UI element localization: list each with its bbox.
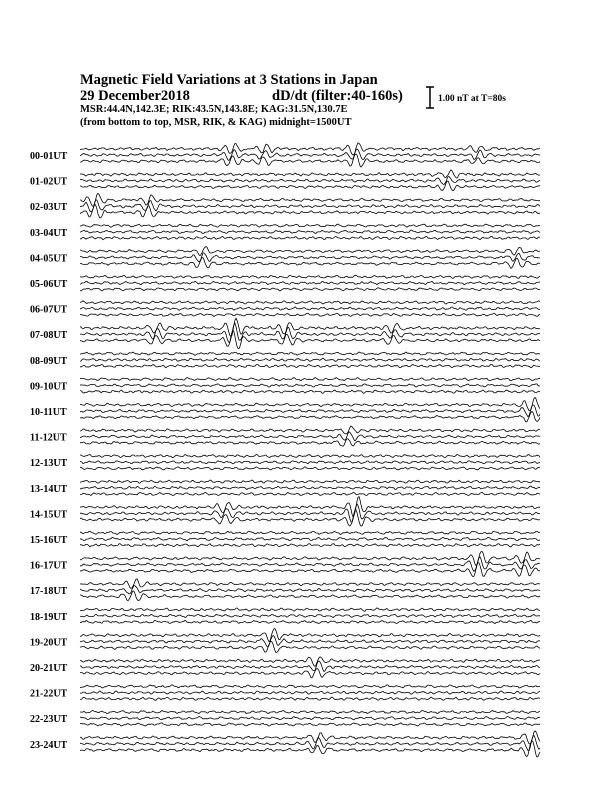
trace-rik <box>80 661 540 671</box>
trace-row <box>30 531 540 547</box>
trace-msr <box>80 731 540 744</box>
trace-kag <box>80 412 540 423</box>
trace-row <box>30 247 540 269</box>
chart-quantity: dD/dt (filter:40-160s) <box>272 88 403 104</box>
trace-msr <box>80 170 540 178</box>
trace-kag <box>80 236 540 239</box>
trace-row <box>30 224 540 240</box>
trace-rik <box>80 281 540 284</box>
trace-msr <box>80 531 540 534</box>
trace-row <box>30 579 540 601</box>
trace-row <box>30 378 540 394</box>
trace-rik <box>80 537 540 540</box>
trace-row <box>30 552 540 577</box>
row-time-label: 15-16UT <box>30 535 68 546</box>
trace-msr <box>80 426 540 434</box>
trace-row <box>30 193 540 218</box>
trace-msr <box>80 275 540 278</box>
row-time-label: 05-06UT <box>30 279 68 290</box>
trace-rik <box>80 405 540 417</box>
trace-row <box>30 608 540 624</box>
trace-rik <box>80 614 540 617</box>
trace-row <box>30 454 540 470</box>
trace-msr <box>80 224 540 227</box>
trace-row <box>30 275 540 291</box>
trace-msr <box>80 247 540 256</box>
row-time-label: 02-03UT <box>30 202 68 214</box>
trace-rik <box>80 253 540 262</box>
row-time-label: 18-19UT <box>30 611 68 623</box>
scale-bar-label: 1.00 nT at T=80s <box>438 94 506 104</box>
trace-row <box>30 143 540 167</box>
trace-rik <box>80 486 540 489</box>
row-time-label: 09-10UT <box>30 381 68 393</box>
row-time-label: 21-22UT <box>30 688 68 700</box>
trace-msr <box>80 143 540 155</box>
trace-row <box>30 731 540 757</box>
trace-kag <box>80 723 540 726</box>
row-time-label: 20-21UT <box>30 663 68 674</box>
row-time-label: 10-11UT <box>30 407 67 418</box>
trace-row <box>30 352 540 368</box>
trace-msr <box>80 454 540 457</box>
trace-rik <box>80 177 540 185</box>
row-time-label: 12-13UT <box>30 458 68 470</box>
trace-msr <box>80 657 540 667</box>
trace-rik <box>80 358 540 361</box>
row-time-label: 22-23UT <box>30 714 68 726</box>
trace-rik <box>80 307 540 311</box>
trace-row <box>30 480 540 496</box>
trace-rik <box>80 461 540 464</box>
trace-kag <box>80 258 540 269</box>
trace-rows <box>30 143 540 757</box>
row-time-label: 11-12UT <box>30 432 67 444</box>
trace-rik <box>80 717 540 720</box>
station-coordinates: MSR:44.4N,142.3E; RIK:43.5N,143.8E; KAG:31.5N,130.7E <box>80 104 348 115</box>
trace-row <box>30 301 540 317</box>
trace-msr <box>80 193 540 206</box>
row-time-label: 04-05UT <box>30 253 68 265</box>
trace-kag <box>80 492 540 495</box>
trace-kag <box>80 620 540 623</box>
trace-msr <box>80 378 540 381</box>
trace-msr <box>80 629 540 642</box>
trace-row <box>30 426 540 446</box>
trace-rik <box>80 230 540 233</box>
trace-row <box>30 170 540 191</box>
trace-row <box>30 685 540 701</box>
row-time-label: 14-15UT <box>30 509 68 521</box>
trace-rik <box>80 384 540 387</box>
trace-kag <box>80 364 540 367</box>
row-time-label: 03-04UT <box>30 227 68 239</box>
trace-msr <box>80 497 540 517</box>
row-time-label: 23-24UT <box>30 739 68 751</box>
row-time-label: 07-08UT <box>30 330 68 342</box>
trace-row <box>30 318 540 348</box>
trace-msr <box>80 352 540 355</box>
trace-kag <box>80 288 540 291</box>
trace-rik <box>80 149 540 161</box>
trace-kag <box>80 544 540 547</box>
trace-kag <box>80 467 540 470</box>
chart-title: Magnetic Field Variations at 3 Stations in Japan <box>80 72 378 88</box>
trace-row <box>30 629 540 653</box>
trace-kag <box>80 591 540 601</box>
trace-row <box>30 711 540 727</box>
trace-rik <box>80 691 540 694</box>
row-time-label: 19-20UT <box>30 637 68 649</box>
scale-bar <box>426 87 434 108</box>
trace-msr <box>80 480 540 483</box>
chart-date: 29 December2018 <box>80 88 190 104</box>
station-order-note: (from bottom to top, MSR, RIK, & KAG) midnight=1500UT <box>80 117 352 128</box>
trace-kag <box>80 181 540 191</box>
trace-rik <box>80 586 540 594</box>
row-time-label: 00-01UT <box>30 151 68 162</box>
trace-row <box>30 657 540 678</box>
trace-kag <box>80 741 540 757</box>
trace-kag <box>80 697 540 700</box>
row-time-label: 06-07UT <box>30 304 68 316</box>
trace-row <box>30 497 540 526</box>
trace-kag <box>80 313 540 316</box>
row-time-label: 13-14UT <box>30 483 68 495</box>
trace-msr <box>80 579 540 589</box>
trace-rik <box>80 432 540 441</box>
trace-row <box>30 397 540 422</box>
trace-msr <box>80 685 540 688</box>
trace-kag <box>80 439 540 447</box>
row-time-label: 01-02UT <box>30 176 68 188</box>
trace-rik <box>80 636 540 647</box>
row-time-label: 17-18UT <box>30 586 68 598</box>
row-time-label: 16-17UT <box>30 560 68 572</box>
trace-msr <box>80 608 540 611</box>
trace-msr <box>80 397 540 410</box>
trace-msr <box>80 711 540 714</box>
row-time-label: 08-09UT <box>30 355 68 367</box>
trace-kag <box>80 390 540 393</box>
trace-kag <box>80 669 540 678</box>
trace-msr <box>80 301 540 304</box>
